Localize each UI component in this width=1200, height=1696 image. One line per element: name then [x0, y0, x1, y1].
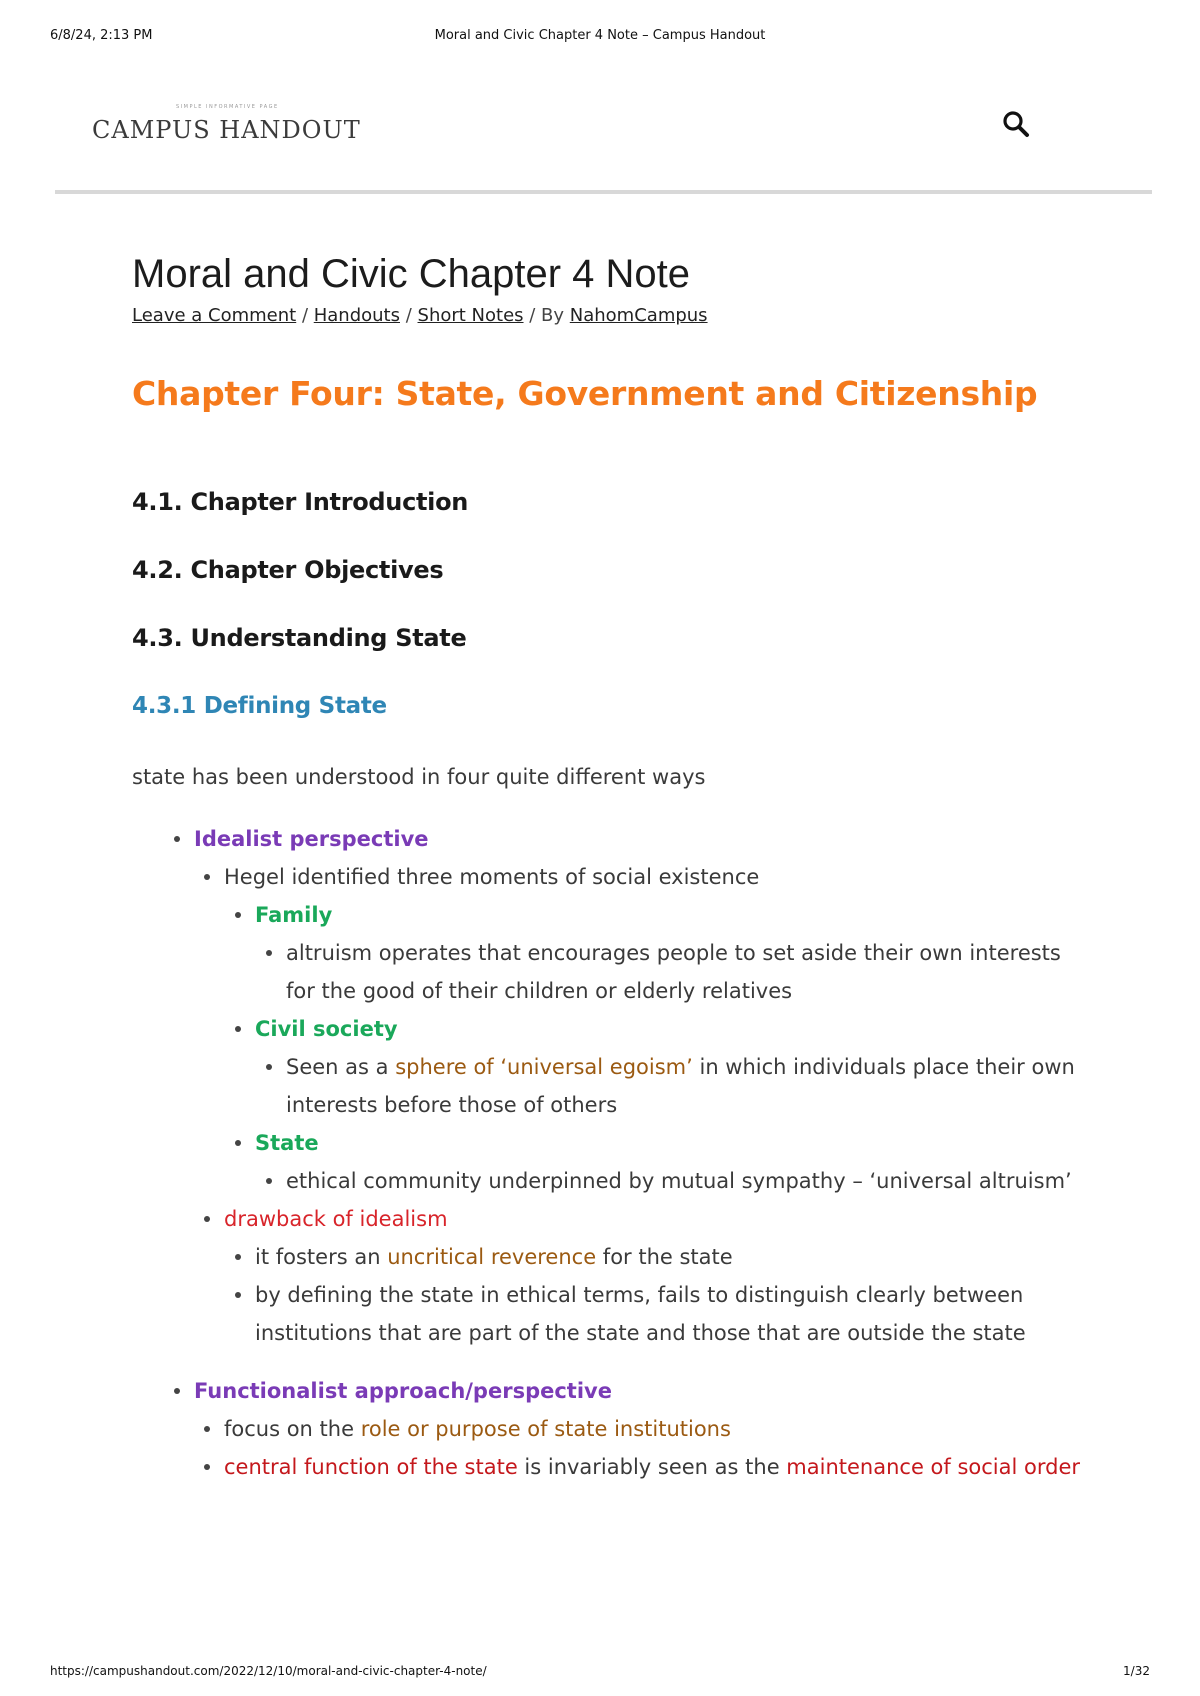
- functionalist-item2-highlight2: maintenance of social order: [786, 1455, 1081, 1479]
- list-item: [255, 1010, 1092, 1124]
- list-item: [194, 1372, 1092, 1486]
- leave-comment-link[interactable]: Leave a Comment: [132, 305, 297, 326]
- print-header: [50, 28, 1150, 48]
- functionalist-label: Functionalist approach/perspective: [194, 1379, 612, 1403]
- author-link[interactable]: NahomCampus: [569, 305, 708, 326]
- functionalist-item1-pre: focus on the: [224, 1417, 361, 1441]
- list-item: [224, 1200, 1092, 1352]
- civil-highlight: sphere of ‘universal egoism’: [395, 1055, 693, 1079]
- drawback1-pre: it fosters an: [255, 1245, 388, 1269]
- meta-separator: /: [296, 305, 314, 326]
- post-meta: [132, 304, 1092, 328]
- intro-paragraph: state has been understood in four quite different ways: [132, 765, 706, 789]
- section-heading-4-3: 4.3. Understanding State: [132, 624, 467, 652]
- page-title: Moral and Civic Chapter 4 Note: [132, 252, 691, 296]
- logo-tagline: SIMPLE INFORMATIVE PAGE: [176, 104, 279, 110]
- hegel-text: Hegel identified three moments of social existence: [224, 865, 760, 889]
- subsection-heading-4-3-1: 4.3.1 Defining State: [132, 693, 387, 719]
- functionalist-item2-mid: is invariably seen as the: [517, 1455, 787, 1479]
- print-doc-title: Moral and Civic Chapter 4 Note – Campus Handout: [434, 28, 766, 43]
- article: [132, 250, 1092, 1486]
- functionalist-item1-highlight: role or purpose of state institutions: [360, 1417, 731, 1441]
- print-page-number: 1/32: [1123, 1664, 1150, 1678]
- header-divider: [55, 190, 1152, 194]
- list-item: [255, 1276, 1092, 1352]
- list-item: [194, 820, 1092, 1352]
- family-label: Family: [255, 903, 333, 927]
- drawback-label: drawback of idealism: [224, 1207, 448, 1231]
- drawback1-post: for the state: [596, 1245, 733, 1269]
- civil-society-label: Civil society: [255, 1017, 398, 1041]
- list-item: [286, 934, 1092, 1010]
- civil-text-post: in which individuals place their own interests before those of others: [286, 1055, 1075, 1117]
- category-handouts-link[interactable]: Handouts: [313, 305, 400, 326]
- state-label: State: [255, 1131, 319, 1155]
- list-item: [255, 1238, 1092, 1276]
- print-footer: [50, 1664, 1150, 1684]
- section-heading-4-2: 4.2. Chapter Objectives: [132, 556, 444, 584]
- print-url: https://campushandout.com/2022/12/10/moral-and-civic-chapter-4-note/: [50, 1664, 487, 1678]
- drawback2-text: by defining the state in ethical terms, fails to distinguish clearly between institutions that are part of the state and those that are outside the state: [255, 1283, 1026, 1345]
- search-button[interactable]: [1000, 108, 1032, 140]
- list-item: [224, 1448, 1092, 1486]
- print-date: 6/8/24, 2:13 PM: [50, 28, 153, 43]
- site-header: [92, 96, 1060, 156]
- list-item: [224, 858, 1092, 1200]
- state-text: ethical community underpinned by mutual sympathy – ‘universal altruism’: [286, 1169, 1072, 1193]
- list-item: [255, 896, 1092, 1010]
- list-item: [286, 1162, 1092, 1200]
- idealist-label: Idealist perspective: [194, 827, 429, 851]
- drawback1-highlight: uncritical reverence: [387, 1245, 597, 1269]
- list-item: [255, 1124, 1092, 1200]
- category-short-notes-link[interactable]: Short Notes: [417, 305, 524, 326]
- meta-separator: /: [400, 305, 418, 326]
- family-text: altruism operates that encourages people to set aside their own interests for the good of their children or elderly relatives: [286, 941, 1061, 1003]
- meta-by: / By: [523, 305, 570, 326]
- section-heading-4-1: 4.1. Chapter Introduction: [132, 488, 469, 516]
- list-item: [224, 1410, 1092, 1448]
- logo-brand: CAMPUS HANDOUT: [92, 116, 361, 144]
- civil-text-pre: Seen as a: [286, 1055, 396, 1079]
- chapter-heading: Chapter Four: State, Government and Citizenship: [132, 374, 1038, 413]
- list-item: [286, 1048, 1092, 1124]
- perspectives-list: [132, 820, 1092, 1352]
- perspectives-list-2: [132, 1372, 1092, 1486]
- functionalist-item2-highlight1: central function of the state: [224, 1455, 518, 1479]
- search-icon: [1000, 108, 1032, 140]
